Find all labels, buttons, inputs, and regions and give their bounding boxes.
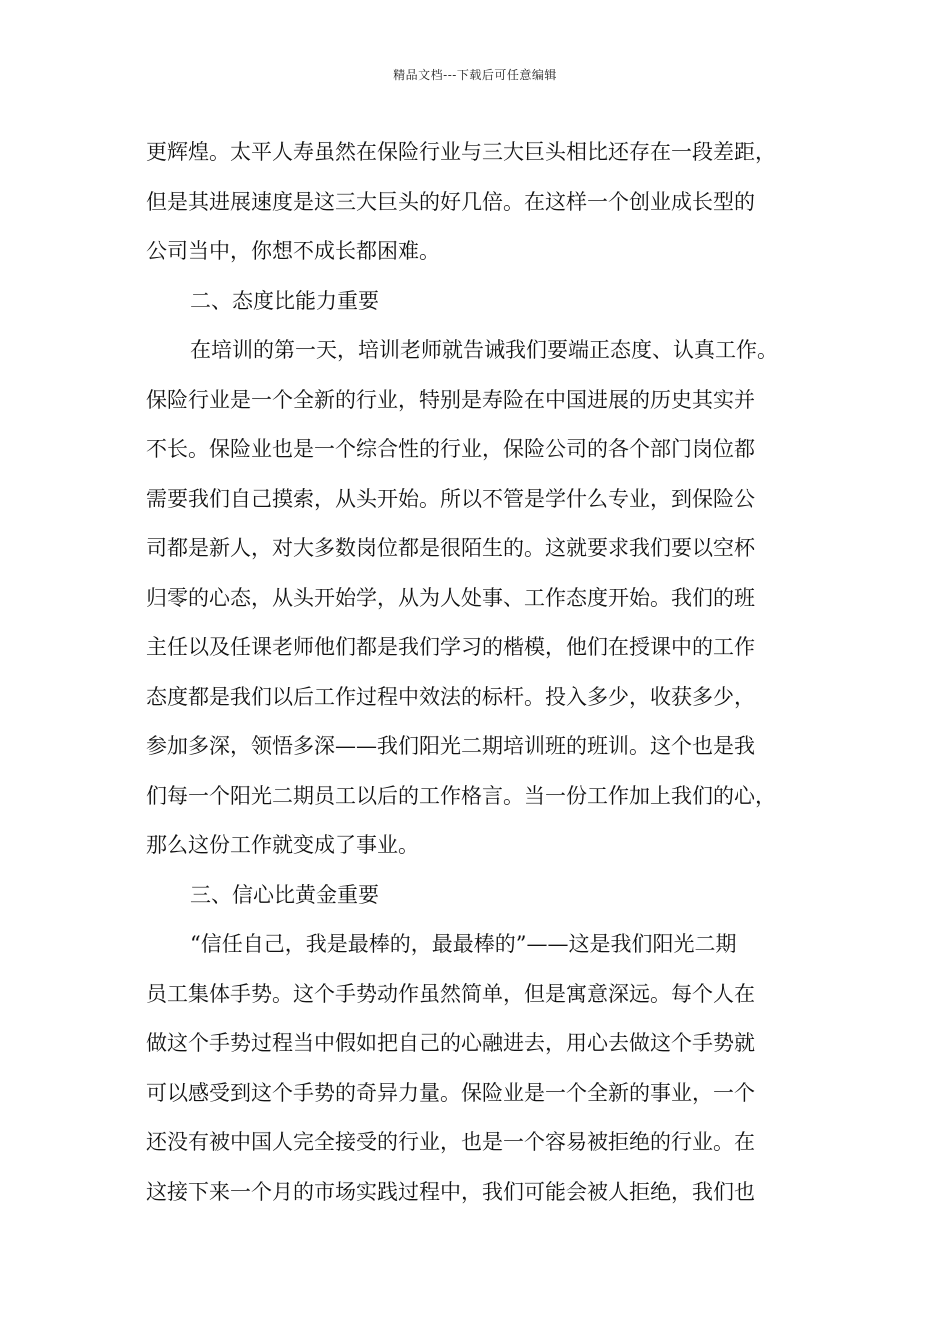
text-line: “信任自己，我是最棒的，最最棒的”——这是我们阳光二期 [190, 932, 737, 956]
text-line: 这接下来一个月的市场实践过程中，我们可能会被人拒绝，我们也 [146, 1179, 755, 1204]
text-line: 保险行业是一个全新的行业，特别是寿险在中国进展的历史其实并 [146, 387, 755, 412]
text-line: 但是其进展速度是这三大巨头的好几倍。在这样一个创业成长型的 [146, 189, 755, 214]
text-line: 在培训的第一天，培训老师就告诫我们要端正态度、认真工作。 [190, 338, 778, 362]
document-body [146, 128, 810, 1217]
text-line: 还没有被中国人完全接受的行业，也是一个容易被拒绝的行业。在 [146, 1130, 755, 1154]
text-line: 员工集体手势。这个手势动作虽然简单，但是寓意深远。每个人在 [146, 981, 755, 1006]
text-line: 不长。保险业也是一个综合性的行业，保险公司的各个部门岗位都 [146, 437, 755, 461]
text-line: 态度都是我们以后工作过程中效法的标杆。投入多少，收获多少， [146, 684, 755, 709]
text-line: 归零的心态，从头开始学，从为人处事、工作态度开始。我们的班 [146, 585, 755, 610]
text-line: 司都是新人，对大多数岗位都是很陌生的。这就要求我们要以空杯 [146, 536, 755, 560]
text-line: 那么这份工作就变成了事业。 [146, 833, 419, 857]
text-line: 需要我们自己摸索，从头开始。所以不管是学什么专业，到保险公 [146, 486, 755, 511]
text-line: 主任以及任课老师他们都是我们学习的楷模，他们在授课中的工作 [146, 635, 755, 659]
text-line: 参加多深，领悟多深——我们阳光二期培训班的班训。这个也是我 [146, 734, 755, 758]
text-line: 二、态度比能力重要 [190, 288, 379, 313]
text-line: 三、信心比黄金重要 [190, 882, 379, 907]
text-line: 们每一个阳光二期员工以后的工作格言。当一份工作加上我们的心， [146, 783, 776, 808]
text-line: 可以感受到这个手势的奇异力量。保险业是一个全新的事业，一个 [146, 1080, 755, 1105]
text-line: 更辉煌。太平人寿虽然在保险行业与三大巨头相比还存在一段差距， [146, 140, 776, 164]
text-line: 做这个手势过程当中假如把自己的心融进去，用心去做这个手势就 [146, 1031, 755, 1055]
text-line: 公司当中，你想不成长都困难。 [146, 239, 440, 263]
page-header: 精品文档---下载后可任意编辑 [393, 68, 557, 82]
